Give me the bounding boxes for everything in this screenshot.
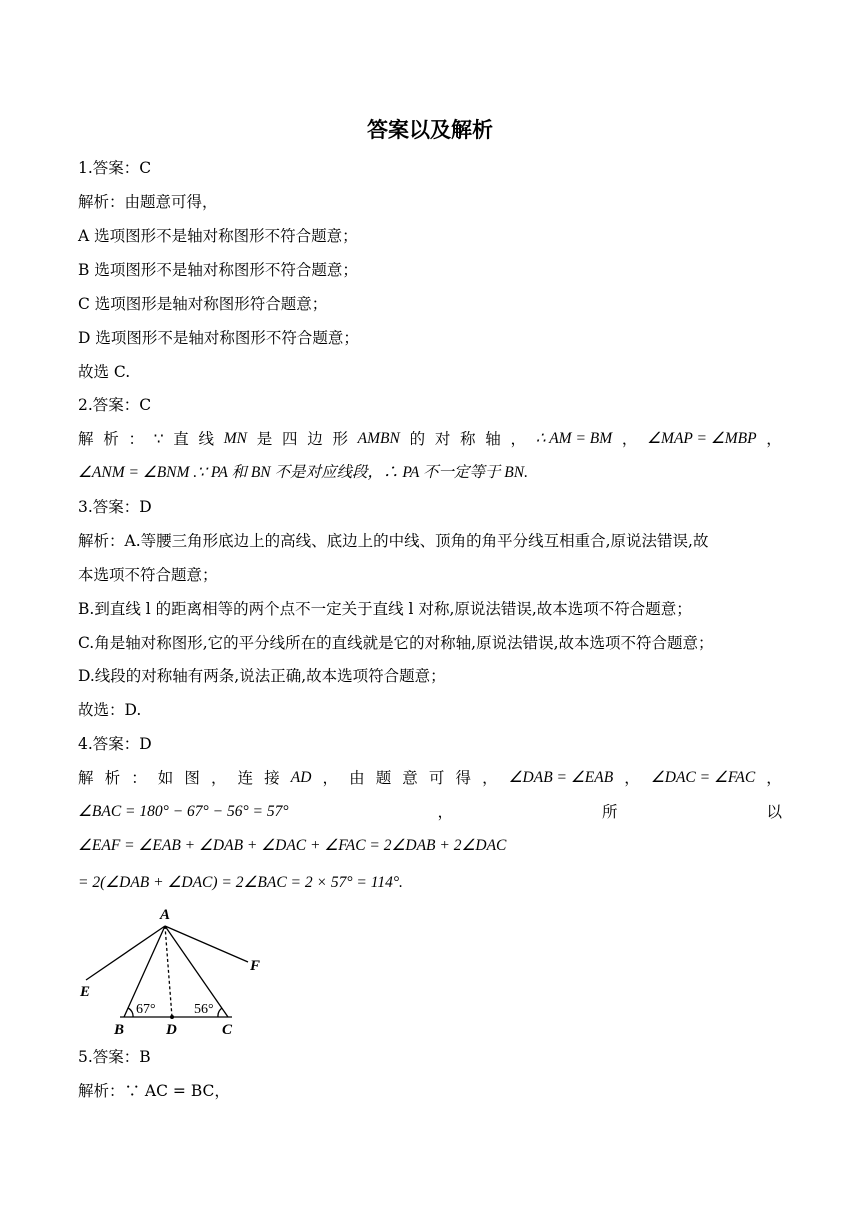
q1-answer: 1.答案：C — [78, 159, 152, 177]
label-d: D — [166, 1022, 177, 1038]
q4-token: 由 — [349, 769, 365, 787]
q1-option-b: B 选项图形不是轴对称图形不符合题意； — [78, 261, 358, 279]
q4-token: 所 — [601, 803, 618, 821]
q2-token: 称 — [460, 430, 476, 448]
q2-token: 是 — [256, 430, 273, 448]
label-f: F — [250, 958, 261, 974]
q4-token: 可 — [428, 769, 445, 787]
angle-c-arc — [218, 1008, 222, 1017]
q4-token: ： — [131, 769, 147, 787]
q4-token: 题 — [375, 769, 392, 787]
q2-token: ， — [510, 430, 527, 448]
q4-token: 得 — [455, 769, 471, 787]
q4-token: 接 — [264, 769, 280, 787]
q2-token: ∴ AM = BM — [535, 430, 613, 447]
q2-analysis-line1 — [78, 429, 782, 449]
label-e: E — [80, 984, 91, 1000]
label-b: B — [114, 1022, 125, 1038]
q2-token: 的 — [409, 430, 426, 448]
q1-conclusion: 故选 C. — [78, 363, 131, 381]
q2-token: ： — [128, 430, 144, 448]
q4-token: 连 — [237, 769, 254, 787]
q2-token: 直 — [173, 430, 189, 448]
q2-token: 解 — [78, 430, 94, 448]
angle-b-arc — [128, 1008, 133, 1017]
q4-token: ∠DAC = ∠FAC — [650, 769, 756, 786]
q5-answer: 5.答案：B — [78, 1048, 151, 1066]
q4-token: AD — [290, 769, 312, 786]
q2-token: 形 — [332, 430, 348, 448]
q2-token: ∠MAP = ∠MBP — [647, 430, 757, 447]
q4-token: ， — [322, 769, 339, 787]
q3-option-d: D.线段的对称轴有两条,说法正确,故本选项符合题意； — [78, 667, 446, 685]
q1-analysis: 解析：由题意可得， — [78, 193, 218, 211]
q4-analysis-line2 — [78, 802, 782, 822]
q5-analysis-line1: 解析：∵ AC = BC， — [78, 1082, 230, 1100]
q3-analysis-line1: 解析：A.等腰三角形底边上的高线、底边上的中线、顶角的角平分线互相重合,原说法错误,故 — [78, 532, 709, 550]
point-d — [170, 1015, 174, 1019]
q3-conclusion: 故选：D. — [78, 701, 142, 719]
q2-token: 四 — [281, 430, 298, 448]
q2-token: 线 — [198, 430, 215, 448]
label-c: C — [222, 1022, 233, 1038]
q4-analysis-line3: ∠EAF = ∠EAB + ∠DAB + ∠DAC + ∠FAC = 2∠DAB + 2∠DAC — [78, 837, 507, 854]
q4-token: 图 — [184, 769, 200, 787]
q4-token: ， — [210, 769, 227, 787]
angle-c-label: 56° — [194, 1002, 214, 1017]
q4-token: ， — [482, 769, 498, 787]
q3-option-b: B.到直线 l 的距离相等的两个点不一定关于直线 l 对称,原说法错误,故本选项不符合题意； — [78, 600, 692, 618]
q4-analysis-line4: = 2(∠DAB + ∠DAC) = 2∠BAC = 2 × 57° = 114°. — [78, 874, 403, 891]
q4-token: ∠BAC = 180° − 67° − 56° = 57° — [78, 803, 289, 820]
q4-token: 如 — [157, 769, 174, 787]
q1-option-d: D 选项图形不是轴对称图形不符合题意； — [78, 329, 359, 347]
triangle-figure — [78, 900, 278, 1038]
q2-token: 析 — [103, 430, 119, 448]
q4-token: ， — [437, 803, 454, 821]
q2-analysis-line2: ∠ANM = ∠BNM .∵ PA 和 BN 不是对应线段，∴ PA 不一定等于 BN. — [78, 464, 528, 481]
page-title: 答案以及解析 — [367, 118, 493, 142]
q3-option-c: C.角是轴对称图形,它的平分线所在的直线就是它的对称轴,原说法错误,故本选项不符合题意； — [78, 634, 714, 652]
q4-token: 以 — [766, 803, 782, 821]
q4-token: ∠DAB = ∠EAB — [508, 769, 614, 786]
label-a: A — [160, 907, 171, 923]
q1-option-a: A 选项图形不是轴对称图形不符合题意； — [78, 227, 358, 245]
q2-token: 对 — [434, 430, 451, 448]
q4-analysis-line1 — [78, 768, 782, 788]
q3-answer: 3.答案：D — [78, 498, 152, 516]
q4-token: 意 — [402, 769, 418, 787]
q2-answer: 2.答案：C — [78, 396, 152, 414]
q2-token: ， — [621, 430, 638, 448]
q4-token: ， — [624, 769, 640, 787]
q2-token: AMBN — [357, 430, 400, 447]
q2-token: ， — [766, 430, 782, 448]
angle-b-label: 67° — [136, 1002, 156, 1017]
q4-token: 解 — [78, 769, 94, 787]
q4-answer: 4.答案：D — [78, 735, 152, 753]
q1-option-c: C 选项图形是轴对称图形符合题意； — [78, 295, 328, 313]
q2-token: MN — [223, 430, 248, 447]
q4-token: ， — [766, 769, 782, 787]
q2-token: 轴 — [485, 430, 501, 448]
segment-ad — [165, 926, 172, 1017]
q2-token: 边 — [307, 430, 323, 448]
q3-analysis-line2: 本选项不符合题意； — [78, 566, 218, 584]
q4-token: 析 — [104, 769, 121, 787]
q2-token: ∵ — [153, 430, 164, 448]
